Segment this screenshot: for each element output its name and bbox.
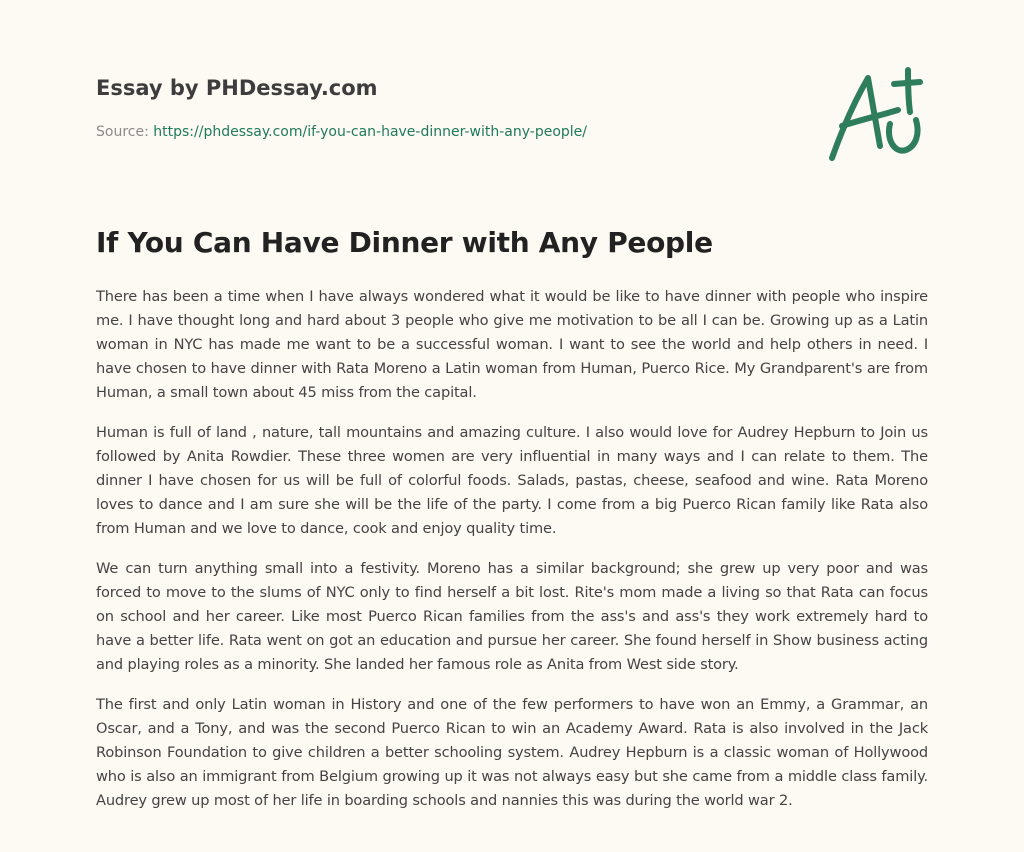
- source-line: [96, 124, 587, 140]
- a-plus-logo-icon: [824, 64, 934, 168]
- essay-paragraph: We can turn anything small into a festivity. Moreno has a similar background; she grew up very poor and was forced to move to the slums of NYC only to find herself a bit lost. Rite's mom made a living so that Rata can focus on school and her career. Like most Puerco Rican families from the ass's and ass's they work extremely hard to have a better life. Rata went on got an education and pursue her career. She found herself in Show business acting and playing roles as a minority. She landed her famous role as Anita from West side story.: [96, 560, 928, 673]
- page-header: [96, 0, 928, 200]
- site-brand: Essay by PHDessay.com: [96, 76, 378, 100]
- essay-title: If You Can Have Dinner with Any People: [96, 226, 713, 259]
- essay-paragraph: Human is full of land , nature, tall mountains and amazing culture. I also would love for Audrey Hepburn to Join us followed by Anita Rowdier. These three women are very influential in many ways and I can relate to them. The dinner I have chosen for us will be full of colorful foods. Salads, pastas, cheese, seafood and wine. Rata Moreno loves to dance and I am sure she will be the life of the party. I come from a big Puerco Rican family like Rata also from Human and we love to dance, cook and enjoy quality time.: [96, 424, 928, 537]
- essay-paragraph: There has been a time when I have always wondered what it would be like to have dinner with people who inspire me. I have thought long and hard about 3 people who give me motivation to be all I can be. Growing up as a Latin woman in NYC has made me want to be a successful woman. I want to see the world and help others in need. I have chosen to have dinner with Rata Moreno a Latin woman from Human, Puerco Rice. My Grandparent's are from Human, a small town about 45 miss from the capital.: [96, 288, 928, 401]
- source-label: Source:: [96, 124, 154, 140]
- source-link[interactable]: https://phdessay.com/if-you-can-have-dinner-with-any-people/: [153, 124, 587, 140]
- essay-body: [96, 285, 928, 829]
- essay-paragraph: The first and only Latin woman in History and one of the few performers to have won an Emmy, a Grammar, an Oscar, and a Tony, and was the second Puerco Rican to win an Academy Award. Rata is also involved in the Jack Robinson Foundation to give children a better schooling system. Audrey Hepburn is a classic woman of Hollywood who is also an immigrant from Belgium growing up it was not always easy but she came from a middle class family. Audrey grew up most of her life in boarding schools and nannies this was during the world war 2.: [96, 696, 928, 809]
